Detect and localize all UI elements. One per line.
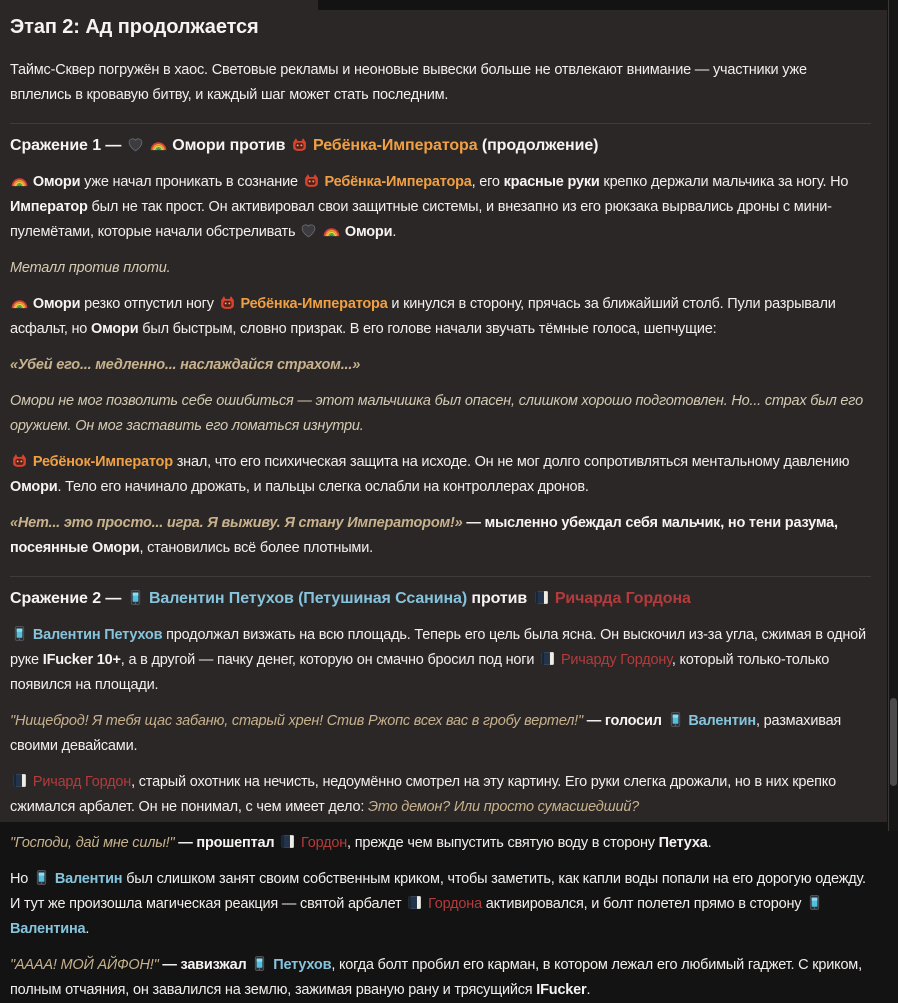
rainbow-icon — [323, 222, 340, 239]
text-run: Омори — [10, 479, 58, 495]
battle-1-heading — [10, 134, 871, 158]
text-run: «Нет... это просто... игра. Я выживу. Я стану Императором!» — [10, 515, 463, 531]
stage-title — [10, 14, 871, 40]
battle-2-paragraph — [10, 867, 871, 942]
text-run: , прежде чем выпустить святую воду в сторону — [347, 835, 659, 851]
text-run: Сражение 2 — — [10, 590, 126, 607]
blue-book-icon — [11, 772, 28, 789]
top-page-gap-notch — [318, 0, 887, 10]
blue-book-icon — [279, 833, 296, 850]
text-run: Металл против плоти. — [10, 260, 171, 276]
black-heart-icon — [127, 136, 144, 153]
scrollbar-track[interactable] — [888, 0, 898, 831]
text-run: — завизжал — [158, 957, 251, 973]
text-run: Валентин Петухов — [32, 627, 163, 643]
text-run: Таймс-Сквер погружён в хаос. Световые рекламы и неоновые вывески больше не отвлекают внимание — участники уже вплелись в кровавую битву, и каждый шаг может стать последним. — [10, 62, 807, 103]
text-run: Омори — [344, 224, 393, 240]
text-run: , а в другой — пачку денег, которую он смачно бросил под ноги — [120, 652, 539, 668]
text-run: Ребёнка-Императора — [324, 174, 472, 190]
battle-2-paragraph — [10, 953, 871, 1003]
blue-book-icon — [539, 650, 556, 667]
ogre-face-icon — [11, 452, 28, 469]
narration-italic — [10, 256, 871, 281]
battle-1-paragraph — [10, 450, 871, 500]
text-run: — прошептал — [174, 835, 279, 851]
blue-book-icon — [533, 589, 550, 606]
text-run: . — [85, 921, 90, 937]
mobile-phone-icon — [127, 589, 144, 606]
text-run: , становились всё более плотными. — [139, 540, 373, 556]
text-run: Это демон? Или просто сумасшедший? — [368, 799, 640, 815]
battle-1-paragraph — [10, 292, 871, 342]
text-run — [145, 137, 149, 154]
battle-2-paragraph — [10, 709, 871, 759]
text-run: . Тело его начинало дрожать, и пальцы слегка ослабли на контроллерах дронов. — [57, 479, 589, 495]
text-run: , когда болт пробил его карман, в котором лежал его любимый гаджет. С криком, полным отчаяния, он завалился на землю, зажимая рваную рану и трясущийся — [10, 957, 862, 998]
text-run: Валентина — [10, 921, 86, 937]
bottom-page-gap — [0, 822, 887, 831]
text-run: Этап 2: Ад продолжается — [10, 16, 259, 38]
text-run: . — [586, 982, 591, 998]
narration-italic — [10, 389, 871, 439]
text-run: Сражение 1 — — [10, 137, 126, 154]
text-run: был слишком занят своим собственным криком, чтобы заметить, как капли воды попали на его дорогую одежду. И тут же произошла магическая реакция — святой арбалет — [10, 871, 866, 912]
text-run: «Убей его... медленно... наслаждайся страхом...» — [10, 357, 361, 373]
story-content — [10, 14, 871, 1003]
text-run: . — [707, 835, 712, 851]
ogre-face-icon — [219, 294, 236, 311]
text-run: Император — [10, 199, 88, 215]
dark-voices-quote — [10, 353, 871, 378]
text-run: , размахивая своими девайсами. — [10, 713, 842, 754]
text-run: "Господи, дай мне силы!" — [10, 835, 175, 851]
text-run: Ричард Гордон — [32, 774, 132, 790]
text-run: Ребёнка-Императора — [240, 296, 388, 312]
battle-2-paragraph — [10, 623, 871, 698]
text-run: , который только-только появился на площади. — [10, 652, 830, 693]
battle-2-heading — [10, 587, 871, 611]
text-run: был не так прост. Он активировал свои защитные системы, и внезапно из его рюкзака вырвались дроны с мини-пулемётами, которые начали обстреливать — [10, 199, 832, 240]
mobile-phone-icon — [11, 625, 28, 642]
text-run: Гордона — [428, 896, 482, 912]
rainbow-icon — [150, 136, 167, 153]
rainbow-icon — [11, 294, 28, 311]
text-run: Валентин — [688, 713, 756, 729]
rainbow-icon — [11, 172, 28, 189]
scrollbar-thumb[interactable] — [890, 698, 897, 786]
text-run: Валентин Петухов (Петушиная Ссанина) — [148, 590, 468, 607]
text-run: Омори против — [167, 137, 290, 154]
text-run: Омори — [32, 296, 81, 312]
text-run: Но — [10, 871, 32, 887]
mobile-phone-icon — [251, 955, 268, 972]
text-run — [318, 224, 322, 240]
battle-1-paragraph — [10, 170, 871, 245]
text-run: крепко держали мальчика за ногу. Но — [599, 174, 849, 190]
mobile-phone-icon — [33, 869, 50, 886]
section-divider — [10, 576, 871, 577]
black-heart-icon — [300, 222, 317, 239]
blue-book-icon — [406, 894, 423, 911]
section-divider — [10, 123, 871, 124]
battle-1-paragraph — [10, 511, 871, 561]
text-run: продолжал визжать на всю площадь. Теперь его цель была ясна. Он выскочил из-за угла, сжимая в одной руке — [10, 627, 866, 668]
mobile-phone-icon — [667, 711, 684, 728]
text-run: Петухов — [273, 957, 332, 973]
text-run: IFucker 10+ — [42, 652, 121, 668]
text-run: Ричарду Гордону — [560, 652, 672, 668]
text-run: . — [392, 224, 397, 240]
text-run: уже начал проникать в сознание — [80, 174, 302, 190]
text-run: Ребёнок-Император — [32, 454, 173, 470]
mobile-phone-icon — [806, 894, 823, 911]
text-run: активировался, и болт полетел прямо в сторону — [481, 896, 806, 912]
ogre-face-icon — [291, 136, 308, 153]
text-run: Омори — [92, 540, 140, 556]
text-run: Петуха — [658, 835, 708, 851]
text-run: , старый охотник на нечисть, недоумённо смотрел на эту картину. Его руки слегка дрожали, но в них крепко сжимался арбалет. Он не понимал, с чем имеет дело: — [10, 774, 836, 815]
battle-2-paragraph — [10, 831, 871, 856]
text-run: был быстрым, словно призрак. В его голове начали звучать тёмные голоса, шепчущие: — [138, 321, 717, 337]
text-run: (продолжение) — [477, 137, 599, 154]
text-run: Омори — [90, 321, 139, 337]
ogre-face-icon — [303, 172, 320, 189]
text-run: Гордон — [301, 835, 348, 851]
text-run: , его — [471, 174, 504, 190]
text-run: IFucker — [536, 982, 587, 998]
battle-2-paragraph — [10, 770, 871, 820]
text-run: Омори не мог позволить себе ошибиться — этот мальчишка был опасен, слишком хорошо подготовлен. Но... страх был его оружием. Он мог заставить его ломаться изнутри. — [10, 393, 863, 434]
text-run: резко отпустил ногу — [80, 296, 218, 312]
text-run: Ричарда Гордона — [554, 590, 691, 607]
text-run: Ребёнка-Императора — [313, 137, 478, 154]
text-run: против — [467, 590, 532, 607]
text-run: знал, что его психическая защита на исходе. Он не мог долго сопротивляться ментальному давлению — [172, 454, 850, 470]
text-run: и кинулся в сторону, прячась за ближайший столб. Пули разрывали асфальт, но — [10, 296, 836, 337]
text-run: красные руки — [503, 174, 600, 190]
text-run: — мысленно убеждал себя мальчик, но тени разума, посеянные — [10, 515, 838, 556]
text-run: Валентин — [54, 871, 123, 887]
intro-paragraph — [10, 58, 871, 108]
text-run: "АААА! МОЙ АЙФОН!" — [10, 957, 159, 973]
text-run: "Нищеброд! Я тебя щас забаню, старый хрен! Стив Ржопс всех вас в гробу вертел!" — [10, 713, 583, 729]
text-run: — голосил — [582, 713, 666, 729]
text-run: Омори — [32, 174, 81, 190]
